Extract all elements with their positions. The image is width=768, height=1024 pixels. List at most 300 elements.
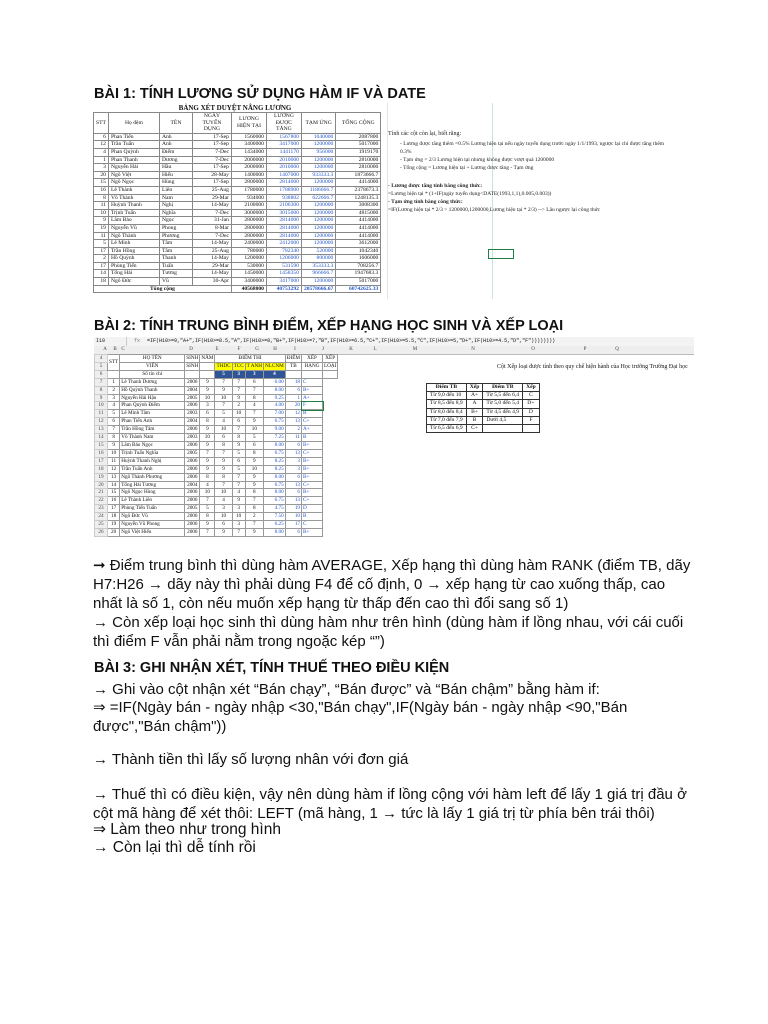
student-cell: 7 — [200, 449, 215, 457]
student-row — [95, 402, 338, 410]
student-cell: 9 — [232, 394, 245, 402]
student-cell: 8 — [200, 473, 215, 481]
student-cell: 4 — [108, 402, 120, 410]
student-cell: 14 — [108, 481, 120, 489]
col-header: TẠM ỨNG — [301, 113, 335, 134]
student-cell: 6 — [285, 441, 301, 449]
student-cell: Lê Thanh Dương — [120, 378, 185, 386]
salary-cell: Ngô Đức — [108, 278, 159, 286]
student-cell: 8 — [245, 489, 263, 497]
salary-cell: 11 — [94, 202, 109, 210]
student-cell: 5 — [108, 410, 120, 418]
col-header: THDC — [216, 362, 231, 369]
col-header: LOẠI — [324, 362, 337, 369]
salary-cell: Võ Thành — [108, 194, 159, 202]
salary-cell: 3015000 — [266, 209, 301, 217]
salary-cell: 2106300 — [266, 202, 301, 210]
salary-row — [94, 186, 381, 194]
row-number: 10 — [95, 402, 108, 410]
column-letter: K — [349, 347, 353, 352]
student-cell: 2 — [245, 513, 263, 521]
column-letter: G — [255, 347, 259, 352]
student-cell: F — [302, 402, 323, 410]
salary-cell: 2400000 — [231, 240, 266, 248]
student-cell: 5 — [245, 434, 263, 442]
student-row — [95, 481, 338, 489]
student-cell: 2006 — [185, 402, 200, 410]
salary-row — [94, 148, 381, 156]
salary-cell: Dương — [159, 156, 192, 164]
student-cell: 8.00 — [264, 528, 286, 536]
student-cell: 2006 — [185, 528, 200, 536]
salary-cell: 3 — [94, 164, 109, 172]
selected-cell[interactable] — [488, 249, 514, 259]
salary-cell: Anh — [159, 141, 192, 149]
student-cell: 16 — [108, 497, 120, 505]
student-cell: C — [302, 521, 323, 529]
student-cell: 7 — [232, 378, 245, 386]
formula-text[interactable]: =IF(H10>=9,"A+",IF(H10>=8.5,"A",IF(H10>=8,"B+",IF(H10>=7,"B",IF(H10>=6.5,"C+",IF(H10>=5.5,"C",IF(H10>=5,"D+",IF(H10>=4.5,"D","F")))))))) — [147, 338, 556, 344]
student-cell: 19 — [285, 505, 301, 513]
row-number: 18 — [95, 465, 108, 473]
student-cell: 9 — [200, 426, 215, 434]
grading-scale-cell: Từ 8,5 đến 8,9 — [427, 400, 467, 408]
salary-cell: 2010000 — [266, 164, 301, 172]
student-cell: B+ — [302, 457, 323, 465]
row-number: 16 — [95, 449, 108, 457]
row-number: 7 — [95, 378, 108, 386]
student-row — [95, 449, 338, 457]
salary-cell: 2800000 — [231, 217, 266, 225]
salary-cell: 933333.3 — [301, 171, 335, 179]
salary-row — [94, 247, 381, 255]
student-cell: 5 — [215, 410, 232, 418]
salary-cell: 2087800 — [336, 133, 381, 141]
student-cell: 9.00 — [264, 426, 286, 434]
student-cell: 9 — [108, 441, 120, 449]
column-letter: B — [113, 347, 117, 352]
salary-cell: 956000 — [301, 148, 335, 156]
student-cell: 10 — [215, 513, 232, 521]
student-cell: Phan Quỳnh Điểm — [120, 402, 185, 410]
salary-cell: 10 — [94, 209, 109, 217]
student-cell: B — [302, 434, 323, 442]
student-cell: 19 — [108, 521, 120, 529]
student-cell: 9 — [245, 418, 263, 426]
student-cell: Võ Thành Nam — [120, 434, 185, 442]
grading-scale-row — [427, 392, 540, 400]
salary-cell: Lê Thành — [108, 186, 159, 194]
salary-cell: Phan Tiến — [108, 133, 159, 141]
salary-cell: 1606000 — [336, 255, 381, 263]
salary-cell: 4414000 — [336, 179, 381, 187]
student-cell: B+ — [302, 489, 323, 497]
student-cell: 6 — [108, 418, 120, 426]
total-cell: 20578666.67 — [301, 285, 335, 293]
student-cell: Lê Minh Tâm — [120, 410, 185, 418]
student-cell: B — [302, 513, 323, 521]
salary-cell: 1200000 — [301, 232, 335, 240]
col-header — [200, 362, 215, 370]
salary-cell: 1450000 — [231, 270, 266, 278]
formula-1: =Lương hiện tại * (1+IF(ngày tuyển dụng<DATE(1993,1,1),0.005,0.003)) — [388, 191, 552, 197]
student-cell: 6 — [232, 457, 245, 465]
student-cell: 2006 — [185, 378, 200, 386]
student-cell: B+ — [302, 473, 323, 481]
grading-scale-row — [427, 408, 540, 416]
student-cell: 9 — [245, 473, 263, 481]
student-cell: 6.75 — [264, 449, 286, 457]
grading-scale-cell: C+ — [466, 425, 483, 433]
student-cell: 9 — [200, 521, 215, 529]
salary-row — [94, 179, 381, 187]
weight-cell: 5 — [215, 370, 232, 378]
salary-cell: 7-Dec — [192, 148, 231, 156]
student-cell: 13 — [285, 481, 301, 489]
student-cell: 9 — [232, 497, 245, 505]
grading-scale-cell: Từ 9,0 đến 10 — [427, 392, 467, 400]
salary-cell: 29-Mar — [192, 194, 231, 202]
student-row — [95, 418, 338, 426]
col-header: ĐIỂM — [286, 355, 300, 361]
student-cell: Lê Thành Liên — [120, 497, 185, 505]
salary-cell: 1458350 — [266, 270, 301, 278]
student-cell: 9 — [245, 528, 263, 536]
student-cell: 7 — [245, 521, 263, 529]
col-header: Điểm TB — [483, 384, 523, 392]
col-header: TCC — [233, 362, 244, 369]
student-cell: 8 — [245, 394, 263, 402]
row-number: 21 — [95, 489, 108, 497]
row-number: 9 — [95, 394, 108, 402]
cell-reference[interactable]: I10 — [94, 337, 127, 346]
salary-cell: 1200000 — [301, 209, 335, 217]
col-header: ĐIỂM THI — [215, 355, 285, 363]
salary-cell: 1200000 — [301, 164, 335, 172]
student-cell: B — [302, 410, 323, 418]
salary-cell: 1788900 — [266, 186, 301, 194]
row-number: 26 — [95, 528, 108, 536]
fx-icon: fx — [134, 338, 141, 344]
grading-scale-cell: B+ — [466, 408, 483, 416]
salary-cell: 1200000 — [301, 240, 335, 248]
student-cell: 2006 — [185, 426, 200, 434]
salary-row — [94, 164, 381, 172]
salary-cell: Phong — [159, 224, 192, 232]
salary-row — [94, 141, 381, 149]
row-number: 15 — [95, 441, 108, 449]
salary-cell: 4414000 — [336, 224, 381, 232]
student-row — [95, 434, 338, 442]
salary-cell: 4414000 — [336, 217, 381, 225]
student-cell: 10 — [108, 449, 120, 457]
grading-scale-cell: Từ 7,0 đến 7,9 — [427, 416, 467, 424]
salary-table — [93, 112, 381, 293]
salary-cell: 7-Dec — [192, 232, 231, 240]
student-cell: 1 — [285, 394, 301, 402]
student-row — [95, 394, 338, 402]
salary-cell: Hầu — [159, 164, 192, 172]
salary-row — [94, 156, 381, 164]
salary-cell: 31-Jan — [192, 217, 231, 225]
row-number: 22 — [95, 497, 108, 505]
row-number: 17 — [95, 457, 108, 465]
student-cell: 6 — [285, 528, 301, 536]
salary-cell: 1400000 — [231, 171, 266, 179]
salary-cell: 2800000 — [231, 179, 266, 187]
student-cell: Ngô Đức Vũ — [120, 513, 185, 521]
student-cell: 10 — [200, 489, 215, 497]
student-cell: Nguyễn Vũ Phong — [120, 521, 185, 529]
student-cell: 6.00 — [264, 378, 286, 386]
salary-cell: 934000 — [231, 194, 266, 202]
salary-cell: Phan Quỳnh — [108, 148, 159, 156]
salary-cell: 1248135.3 — [336, 194, 381, 202]
column-letter: P — [583, 347, 587, 352]
student-cell: 6.75 — [264, 418, 286, 426]
student-cell: Huỳnh Thanh Nghị — [120, 457, 185, 465]
student-cell: 3 — [232, 505, 245, 513]
salary-cell: 30-Apr — [192, 278, 231, 286]
student-cell: Phùng Tiến Tuấn — [120, 505, 185, 513]
salary-cell: 520000 — [301, 247, 335, 255]
student-cell: 6.75 — [264, 497, 286, 505]
student-cell: 7 — [108, 426, 120, 434]
salary-cell: Tâm — [159, 240, 192, 248]
row-number: 14 — [95, 434, 108, 442]
salary-cell: 3417000 — [266, 278, 301, 286]
salary-cell: 2814000 — [266, 179, 301, 187]
student-cell: 6 — [285, 489, 301, 497]
salary-cell: 14 — [94, 270, 109, 278]
salary-cell: 17 — [94, 262, 109, 270]
row-number: 25 — [95, 521, 108, 529]
salary-row — [94, 209, 381, 217]
salary-row — [94, 133, 381, 141]
column-letter: H — [273, 347, 277, 352]
student-cell: 6 — [200, 410, 215, 418]
student-cell: 18 — [285, 378, 301, 386]
grading-scale-cell: Từ 5,5 đến 6,4 — [483, 392, 523, 400]
bai3-paragraph-2: ⇒ =IF(Ngày bán - ngày nhập <30,"Bán chạy",IF(Ngày bán - ngày nhập <90,"Bán được","Bán chậm")) — [93, 699, 628, 735]
salary-cell: Phương — [159, 232, 192, 240]
student-cell: 7 — [245, 410, 263, 418]
student-row — [95, 410, 338, 418]
student-cell: 2005 — [185, 505, 200, 513]
salary-cell: 2100000 — [231, 202, 266, 210]
student-cell: 7 — [215, 481, 232, 489]
student-cell: Hồ Quỳnh Thanh — [120, 386, 185, 394]
salary-cell: 2000000 — [231, 164, 266, 172]
student-cell: 9 — [200, 378, 215, 386]
student-cell: 9 — [215, 465, 232, 473]
student-cell: 8.00 — [264, 441, 286, 449]
salary-cell: 2 — [94, 255, 109, 263]
salary-cell: 353333.3 — [301, 262, 335, 270]
note-bullet: - Lương được tăng thêm =0.5% Lương hiện tại nếu ngày tuyển dụng trước ngày 1/1/1993, ngược lại chỉ được tăng thêm 0.3% — [400, 141, 665, 155]
student-cell: Lâm Bảo Ngọc — [120, 441, 185, 449]
salary-cell: 1567800 — [266, 133, 301, 141]
salary-cell: 2800000 — [231, 232, 266, 240]
bai3-paragraph-6: → Còn lại thì dễ tính rồi — [93, 839, 256, 856]
salary-row — [94, 240, 381, 248]
col-header: NGÀY TUYỂN DỤNG — [192, 113, 231, 134]
student-cell: 7.50 — [264, 513, 286, 521]
salary-cell: 25-Aug — [192, 247, 231, 255]
salary-row — [94, 194, 381, 202]
grading-scale-table — [426, 383, 540, 433]
grading-scale-cell: C — [523, 392, 540, 400]
student-cell: 8.00 — [264, 473, 286, 481]
section-title-bai-2: BÀI 2: TÍNH TRUNG BÌNH ĐIỂM, XẾP HẠNG HỌC SINH VÀ XẾP LOẠI — [94, 318, 564, 334]
salary-cell: Điểm — [159, 148, 192, 156]
student-cell: 10 — [232, 410, 245, 418]
salary-cell: 8-Mar — [192, 224, 231, 232]
student-cell: 10 — [285, 513, 301, 521]
salary-cell: 1434000 — [231, 148, 266, 156]
salary-cell: Phan Thanh — [108, 156, 159, 164]
grading-scale-cell: A+ — [466, 392, 483, 400]
salary-cell: 18 — [94, 278, 109, 286]
total-cell: 60742625.33 — [336, 285, 381, 293]
student-cell: 8 — [245, 449, 263, 457]
student-row — [95, 489, 338, 497]
student-cell: 7 — [232, 386, 245, 394]
col-header: Họ đệm — [108, 113, 159, 134]
student-cell: Ngô Thành Phương — [120, 473, 185, 481]
student-cell: Tống Hải Tương — [120, 481, 185, 489]
student-cell: 7 — [232, 473, 245, 481]
column-letter: N — [471, 347, 475, 352]
student-cell: Trần Hồng Tâm — [120, 426, 185, 434]
grades-table: 4 STT HỌ TÊN SINH NĂM ĐIỂM THI ĐIỂM XẾP XẾP 5 VIÊN SINH THDC TCC T ANH NLCNM TB HẠNG LOẠI 6 Số tín chỉ 5 3 3 4 7 1 Lê Thanh Dương 2006 9 7 7 6 6.00 18 C 8 2 Hồ Quỳnh Thanh 2004 9 9 7 7 8.00 6 B+ 9 3 Nguyễn Hải Hậu 2005 10 10 9 8 9.25 1 A+ 10 4 Phan Quỳnh Điểm 2006 3 7 2 4 4.00 20 F 11 5 Lê Minh Tâm 2003 6 5 10 7 7.00 12 B 12 6 Phan Tiến Anh 2004 8 4 6 9 6.75 13 C+ 13 7 Trần Hồng Tâm 2006 9 10 7 10 9.00 2 A+ 14 8 Võ Thành Nam 2003 10 6 8 5 7.25 11 B 15 9 Lâm Bảo Ngọc 2006 9 8 9 6 8.00 6 B+ 16 10 Trịnh Tuấn Nghĩa 2005 7 7 5 8 6.75 13 C+ 17 11 Huỳnh Thanh Nghị 2006 9 9 6 9 8.25 3 B+ 18 12 Trần Tuấn Anh 2006 9 9 5 10 8.25 3 B+ 19 13 Ngô Thành Phương 2006 8 8 7 9 8.00 6 B+ 20 14 Tống Hải Tương 2004 4 7 7 9 6.75 13 C+ 21 15 Ngô Ngọc Hùng 2006 10 10 4 8 8.00 6 B+ 22 16 Lê Thành Liên 2006 7 4 9 7 6.75 13 C+ 23 17 Phùng Tiến Tuấn 2005 5 3 3 8 4.75 19 D 24 18 Ngô Đức Vũ 2006 8 10 10 2 7.50 10 B 25 19 Nguyễn Vũ Phong 2006 9 6 3 7 6.25 17 C 26 20 Ngô Việt Hiếu 2006 7 9 7 9 8.00 6 B+ — [94, 354, 338, 537]
student-cell: 6 — [232, 418, 245, 426]
salary-row — [94, 217, 381, 225]
salary-cell: 17-Sep — [192, 133, 231, 141]
weight-cell: 3 — [232, 370, 245, 378]
salary-cell: Tuấn — [159, 262, 192, 270]
student-cell: B+ — [302, 528, 323, 536]
student-cell: 8 — [108, 434, 120, 442]
student-cell: 2004 — [185, 481, 200, 489]
col-header: STT — [94, 113, 109, 134]
student-row — [95, 505, 338, 513]
salary-cell: Anh — [159, 133, 192, 141]
note-bullet: - Tổng cộng = Lương hiện tại + Lương được tăng - Tạm ứng — [400, 165, 534, 171]
weights-label: Số tín chỉ — [120, 370, 185, 378]
salary-cell: Nghị — [159, 202, 192, 210]
salary-cell: 531590 — [266, 262, 301, 270]
student-cell: 7 — [215, 378, 232, 386]
row-number: 20 — [95, 481, 108, 489]
column-letter: Q — [615, 347, 619, 352]
student-cell: 9 — [200, 465, 215, 473]
student-cell: 11 — [285, 434, 301, 442]
salary-cell: 1200000 — [301, 217, 335, 225]
salary-cell: Tương — [159, 270, 192, 278]
salary-cell: 938802 — [266, 194, 301, 202]
grading-scale-cell — [483, 425, 523, 433]
student-cell: 20 — [108, 528, 120, 536]
student-cell: 4 — [200, 481, 215, 489]
salary-row — [94, 171, 381, 179]
column-letter: M — [412, 347, 418, 352]
col-header: T ANH — [246, 362, 262, 369]
salary-cell: 20 — [94, 171, 109, 179]
student-row — [95, 378, 338, 386]
section-title-bai-1: BÀI 1: TÍNH LƯƠNG SỬ DỤNG HÀM IF VÀ DATE — [94, 86, 426, 102]
salary-cell: Huỳnh Thanh — [108, 202, 159, 210]
student-cell: 8 — [200, 513, 215, 521]
student-cell: 4.75 — [264, 505, 286, 513]
salary-cell: 2814000 — [266, 217, 301, 225]
salary-cell: Nghĩa — [159, 209, 192, 217]
student-cell: 9 — [215, 528, 232, 536]
col-header: HẠNG — [302, 362, 323, 370]
note-bullet: - Tạm ứng = 2/3 Lương hiện tại nhưng không được vượt quá 1200000 — [400, 157, 555, 163]
salary-cell: 17-Sep — [192, 141, 231, 149]
student-cell: 2006 — [185, 441, 200, 449]
student-cell: 13 — [108, 473, 120, 481]
salary-cell: 3612000 — [336, 240, 381, 248]
student-cell: 8 — [215, 441, 232, 449]
salary-cell: 6 — [94, 133, 109, 141]
salary-cell: Ngọc — [159, 217, 192, 225]
student-cell: 4 — [245, 402, 263, 410]
salary-cell: Nam — [159, 194, 192, 202]
student-cell: 3 — [285, 465, 301, 473]
weight-cell: 3 — [245, 370, 263, 378]
student-cell: 7 — [232, 481, 245, 489]
col-header: LƯƠNG ĐƯỢC TĂNG — [266, 113, 301, 134]
student-cell: 2003 — [185, 410, 200, 418]
student-cell: 13 — [285, 449, 301, 457]
salary-cell: 3000000 — [231, 209, 266, 217]
salary-cell: Ngô Thành — [108, 232, 159, 240]
grading-scale-cell: D — [523, 408, 540, 416]
col-header: NLCNM — [265, 362, 284, 369]
student-cell: 7 — [200, 497, 215, 505]
student-cell: 2003 — [185, 434, 200, 442]
column-letter: A — [103, 347, 107, 352]
student-cell: 2004 — [185, 418, 200, 426]
salary-cell: 8 — [94, 194, 109, 202]
salary-table-header — [94, 113, 381, 134]
student-cell: 2006 — [185, 489, 200, 497]
student-row — [95, 426, 338, 434]
salary-row — [94, 232, 381, 240]
salary-cell: 17 — [94, 247, 109, 255]
student-cell: 15 — [108, 489, 120, 497]
student-cell: C+ — [302, 497, 323, 505]
salary-cell: Ngô Ngọc — [108, 179, 159, 187]
salary-cell: 1560000 — [231, 133, 266, 141]
salary-cell: 2800000 — [231, 224, 266, 232]
salary-row — [94, 270, 381, 278]
grading-scale-cell: Dưới 4,5 — [483, 416, 523, 424]
col-header: HỌ TÊN — [120, 355, 185, 363]
salary-cell: 19 — [94, 224, 109, 232]
student-cell: 2004 — [185, 386, 200, 394]
student-row — [95, 497, 338, 505]
column-letter: F — [237, 347, 241, 352]
student-cell: 6.25 — [264, 521, 286, 529]
salary-cell: Phùng Tiến — [108, 262, 159, 270]
salary-cell: Trần Hồng — [108, 247, 159, 255]
student-cell: 7 — [232, 528, 245, 536]
student-cell: Ngô Việt Hiếu — [120, 528, 185, 536]
student-cell: 11 — [108, 457, 120, 465]
